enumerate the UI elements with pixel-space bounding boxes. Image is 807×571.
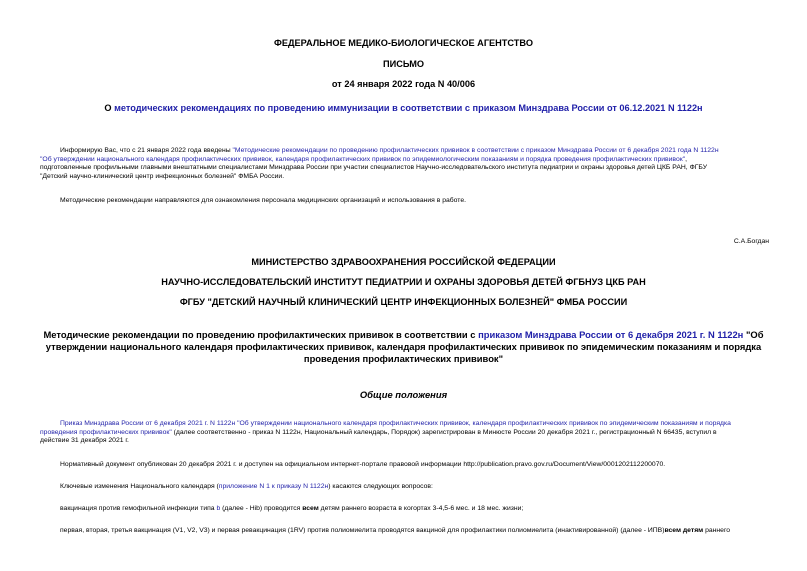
- b5-pre: первая, вторая, третья вакцинация (V1, V2, V3) и первая ревакцинация (1RV) против полиомиелита проводятся вакциной для профилактики полиомиелита (инактивированной) (далее - ИПВ): [60, 527, 665, 534]
- p1-text-pre: Информирую Вас, что с 21 января 2022 года введены: [60, 147, 233, 154]
- body-paragraph-1: [40, 420, 768, 446]
- b4-line: [40, 505, 768, 514]
- section-heading: Общие положения: [359, 389, 448, 400]
- b5-bold: всем детям: [664, 527, 704, 534]
- appendix-link[interactable]: приложение N 1 к приказу N 1122н: [218, 483, 329, 490]
- institute-heading: НАУЧНО-ИССЛЕДОВАТЕЛЬСКИЙ ИНСТИТУТ ПЕДИАТРИИ И ОХРАНЫ ЗДОРОВЬЯ ДЕТЕЙ ФГБНУЗ ЦКБ РАН: [161, 277, 646, 287]
- p1-line-3: подготовленные профильными главными внештатными специалистами Минздрава России при участии специалистов Научно-исследовательского института педиатрии и охраны здоровья детей ЦКБ РАН, ФГБУ: [40, 164, 708, 172]
- hib-type-link[interactable]: b: [216, 505, 221, 512]
- body-paragraph-3: [40, 483, 768, 492]
- p1-line-1: [40, 147, 768, 156]
- b1-order-link-cont[interactable]: проведения профилактических прививок": [40, 428, 172, 436]
- b5-line: [40, 527, 768, 536]
- b4-mid: (далее - Hib) проводится: [220, 505, 303, 512]
- b1-line-2: [40, 429, 768, 438]
- document-subject: [30, 102, 777, 114]
- recommendations-title: [40, 329, 767, 366]
- subject-prefix: О: [104, 103, 115, 113]
- body-paragraph-4: [40, 505, 768, 514]
- b3-post: ) касаются следующих вопросов:: [328, 483, 433, 490]
- b2-line: [40, 461, 768, 470]
- p1-recommendations-link[interactable]: "Методические рекомендации по проведению профилактических прививок в соответствии с приказом Минздрава России от 6 декабря 2021 года N 1122н: [232, 147, 719, 154]
- p1-comma: ,: [685, 155, 688, 163]
- b4-bold: всем: [302, 505, 319, 512]
- agency-heading: ФЕДЕРАЛЬНОЕ МЕДИКО-БИОЛОГИЧЕСКОЕ АГЕНТСТВО: [274, 38, 533, 48]
- letter-paragraph-1: [40, 147, 768, 181]
- p1-order-link[interactable]: "Об утверждении национального календаря профилактических прививок, календаря профилактических прививок по эпидемиологическим показаниям и порядка проведения профилактических прививок": [40, 155, 686, 163]
- b1-order-link[interactable]: Приказ Минздрава России от 6 декабря 2021 г. N 1122н "Об утверждении национального календаря профилактических прививок, календаря профилактических прививок по эпидемическим показаниям и порядка: [60, 420, 731, 427]
- signature: С.А.Богдан: [733, 238, 769, 245]
- document-date-number: от 24 января 2022 года N 40/006: [331, 79, 476, 89]
- title-pre: Методические рекомендации по проведению профилактических прививок в соответствии с: [43, 329, 479, 340]
- p1-line-2: [40, 156, 768, 165]
- title-line-1: [40, 329, 767, 341]
- letter-paragraph-2: [40, 197, 768, 206]
- p2-text: Методические рекомендации направляются для ознакомления персонала медицинских организаций и использования в работе.: [60, 197, 467, 204]
- title-line-3: проведения профилактических прививок": [303, 353, 504, 365]
- b4-pre: вакцинация против гемофильной инфекции типа: [60, 505, 217, 512]
- center-heading: ФГБУ "ДЕТСКИЙ НАУЧНЫЙ КЛИНИЧЕСКИЙ ЦЕНТР ИНФЕКЦИОННЫХ БОЛЕЗНЕЙ" ФМБА РОССИИ: [179, 297, 628, 307]
- body-paragraph-2: [40, 461, 768, 470]
- p1-line-4: "Детский научно-клинический центр инфекционных болезней" ФМБА России.: [40, 172, 285, 180]
- p2-line: [40, 197, 768, 206]
- title-line-2: утверждении национального календаря профилактических прививок, календаря профилактических прививок по эпидемическим показаниям и порядка: [45, 341, 762, 353]
- title-post: "Об: [743, 329, 764, 340]
- b1-line-1: [40, 420, 768, 429]
- document-type: ПИСЬМО: [382, 59, 425, 69]
- body-paragraph-5: [40, 527, 768, 536]
- ministry-heading: МИНИСТЕРСТВО ЗДРАВООХРАНЕНИЯ РОССИЙСКОЙ ФЕДЕРАЦИИ: [251, 257, 556, 267]
- b1-text: (далее соответственно - приказ N 1122н, Национальный календарь, Порядок) зарегистрирован в Минюсте России 20 декабря 2021 г., регистрационный N 66435, вступил в: [171, 428, 717, 436]
- b3-pre: Ключевые изменения Национального календаря (: [60, 483, 219, 490]
- b2-text: Нормативный документ опубликован 20 декабря 2021 г. и доступен на официальном интернет-портале правовой информации http://publication.pravo.gov.ru/Document/View/0001202112200070.: [60, 461, 666, 468]
- b5-post: раннего: [703, 527, 731, 534]
- title-order-link[interactable]: приказом Минздрава России от 6 декабря 2021 г. N 1122н: [478, 329, 744, 340]
- b3-line: [40, 483, 768, 492]
- b1-line-3: действие 31 декабря 2021 г.: [40, 437, 129, 445]
- subject-link[interactable]: методических рекомендациях по проведению иммунизации в соответствии с приказом Минздрава России от 06.12.2021 N 1122н: [114, 103, 703, 113]
- b4-post: детям раннего возраста в когортах 3-4,5-6 мес. и 18 мес. жизни;: [318, 505, 524, 512]
